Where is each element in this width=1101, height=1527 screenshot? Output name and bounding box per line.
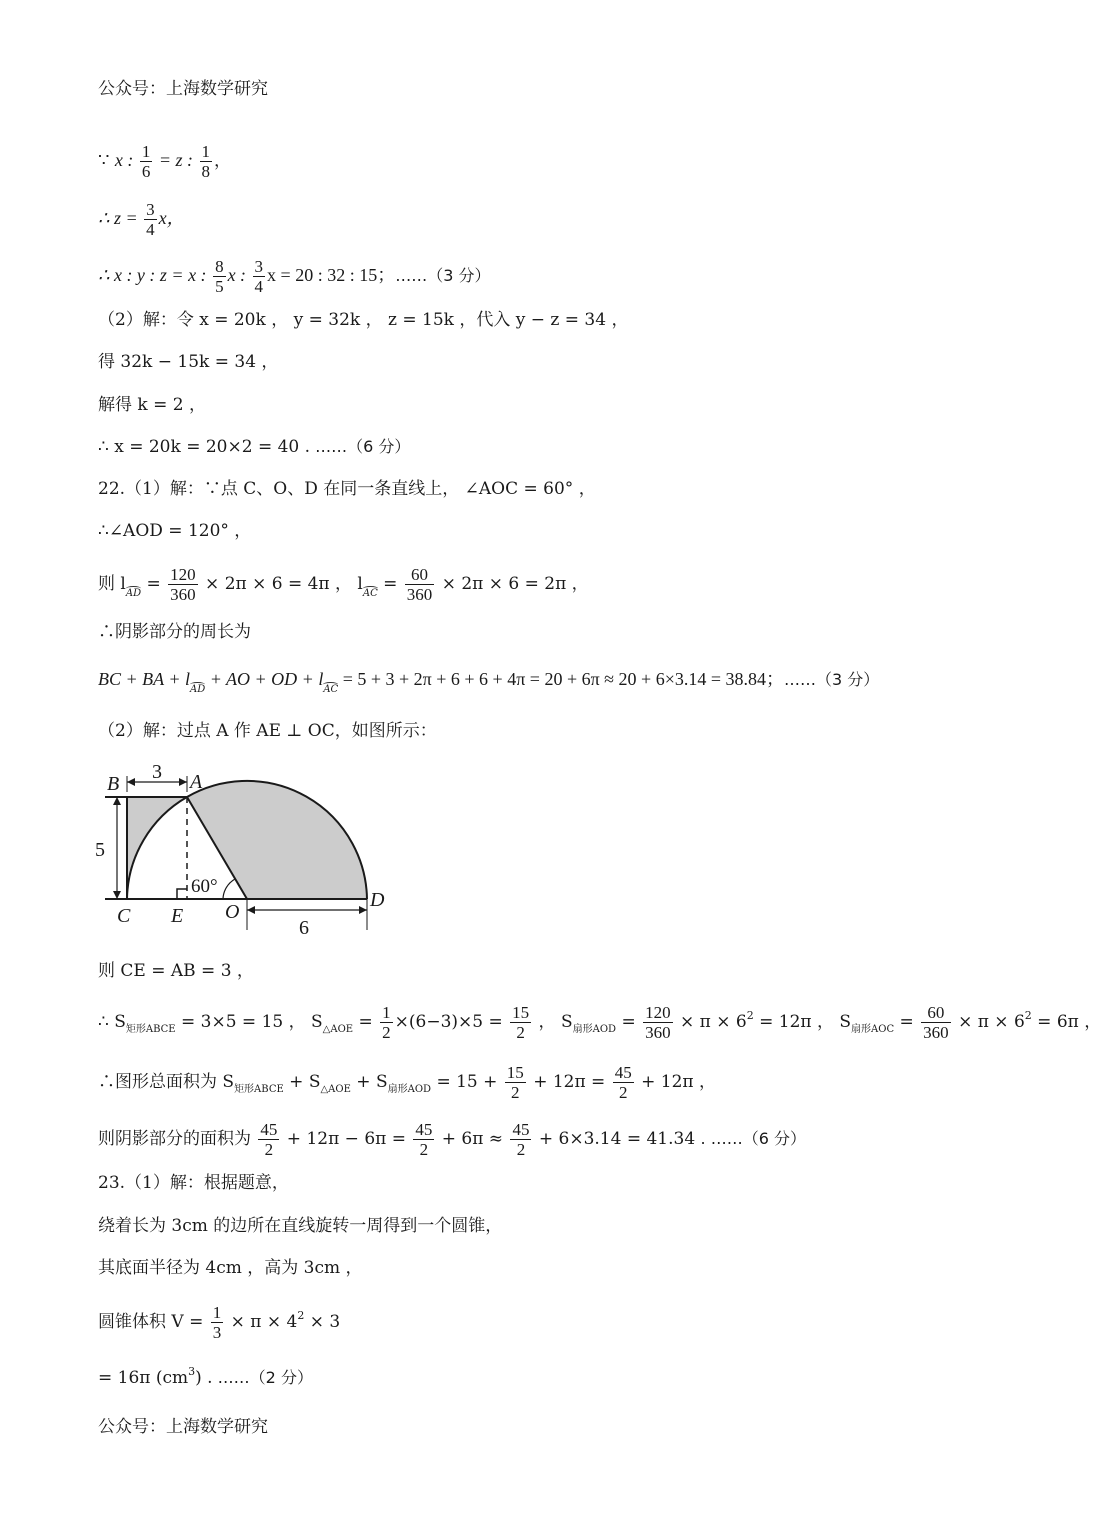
- line-radius-height: 其底面半径为 4cm ，高为 3cm ，: [98, 1258, 363, 1278]
- label-E: E: [171, 905, 184, 927]
- line-part2-let: （2）解：令 x = 20k ， y = 32k ， z = 15k ，代入 y − z = 34 ，: [98, 310, 629, 330]
- line-solve-k: 解得 k = 2 ，: [98, 395, 206, 415]
- line-z-eq: ∴ z = $\frac{3}{4}$ x，: [98, 200, 185, 239]
- line-q22-1: 22.（1）解：∵点 C、O、D 在同一条直线上， ∠AOC = 60° ，: [98, 479, 596, 499]
- label-D: D: [370, 889, 385, 911]
- line-shaded-area: 则阴影部分的面积为 $\frac{45}{2}$ + 12π − 6π = $\frac{45}{2}$ + 6π ≈ $\frac{45}{2}$ + 6×3.14 = 41.34 . ……（6 分）: [98, 1120, 806, 1159]
- geometry-figure: [95, 762, 395, 942]
- line-eq-k: 得 32k − 15k = 34 ，: [98, 352, 279, 372]
- shaded-left-region: [127, 797, 187, 899]
- line-rotate: 绕着长为 3cm 的边所在直线旋转一周得到一个圆锥，: [98, 1216, 503, 1236]
- line-ce-ab: 则 CE = AB = 3 ，: [98, 961, 254, 981]
- line-volume-result: = 16π $(cm^3)$ . ……（2 分）: [98, 1365, 313, 1388]
- label-B: B: [107, 773, 120, 795]
- line-q23-1: 23.（1）解：根据题意，: [98, 1173, 289, 1193]
- line-perimeter-label: ∴阴影部分的周长为: [98, 622, 251, 642]
- watermark-top: 公众号：上海数学研究: [98, 79, 268, 99]
- label-C: C: [117, 905, 131, 927]
- line-x-value: ∴ x = 20k = 20×2 = 40 . ……（6 分）: [98, 437, 411, 457]
- watermark-bottom: 公众号：上海数学研究: [98, 1417, 268, 1437]
- label-len-top: 3: [152, 761, 162, 783]
- line-areas: ∴ $S_{矩形ABCE} = 3\times 5 = 15$ ， $S_{\triangle AOE}$ = $\frac{1}{2}$ ×(6−3)×5 = $\frac{15}{2}$ ， $S_{扇形AOD}$ = $\frac{120}{360}$ × $\pi \times 6^2 = 12\pi$ ， $S_{扇形AOC}$ = $\frac{60}{360}$ × $\pi \times 6^2 = 6\pi$ ，: [98, 1003, 1101, 1042]
- line-perimeter-calc: BC + BA + $l_{AD}$ + AO + OD + $l_{AC} = 5 + 3 + 2\pi + 6 + 6 + 4\pi = 20 + 6\pi \approx 20 + 6\times 3.14 = 38.84$；……（3 分）: [98, 669, 880, 695]
- line-part2-construct: （2）解：过点 A 作 AE ⊥ OC，如图所示：: [98, 721, 437, 741]
- label-A: A: [190, 771, 203, 793]
- line-cone-volume: 圆锥体积 V = $\frac{1}{3}$ × $\pi \times 4^2 \times 3$: [98, 1303, 341, 1342]
- line-ratio-xz: ∵ x : $\frac{1}{6}$ = z : $\frac{1}{8}$ ，: [98, 142, 231, 181]
- line-angle-aod: ∴∠AOD = 120° ，: [98, 521, 252, 541]
- line-total-area: ∴图形总面积为 $S_{矩形ABCE} + S_{\triangle AOE} + S_{扇形AOD} = 15$ + $\frac{15}{2}$ + 12π = $\frac{45}{2}$ + 12π ，: [98, 1063, 716, 1102]
- line-arc-lengths: 则 $l_{AD}$ = $\frac{120}{360}$ × 2π × 6 = 4π ， $l_{AC}$ = $\frac{60}{360}$ × 2π × 6 = 2π ，: [98, 565, 589, 604]
- label-angle: 60°: [191, 876, 218, 897]
- line-xyz-ratio: ∴ x : y : z = x : $\frac{8}{5}$ x : $\frac{3}{4}$ x = 20 : 32 : 15；……（3 分）: [98, 257, 491, 296]
- label-O: O: [225, 901, 240, 923]
- label-len-bottom: 6: [299, 917, 309, 939]
- label-len-left: 5: [95, 839, 105, 861]
